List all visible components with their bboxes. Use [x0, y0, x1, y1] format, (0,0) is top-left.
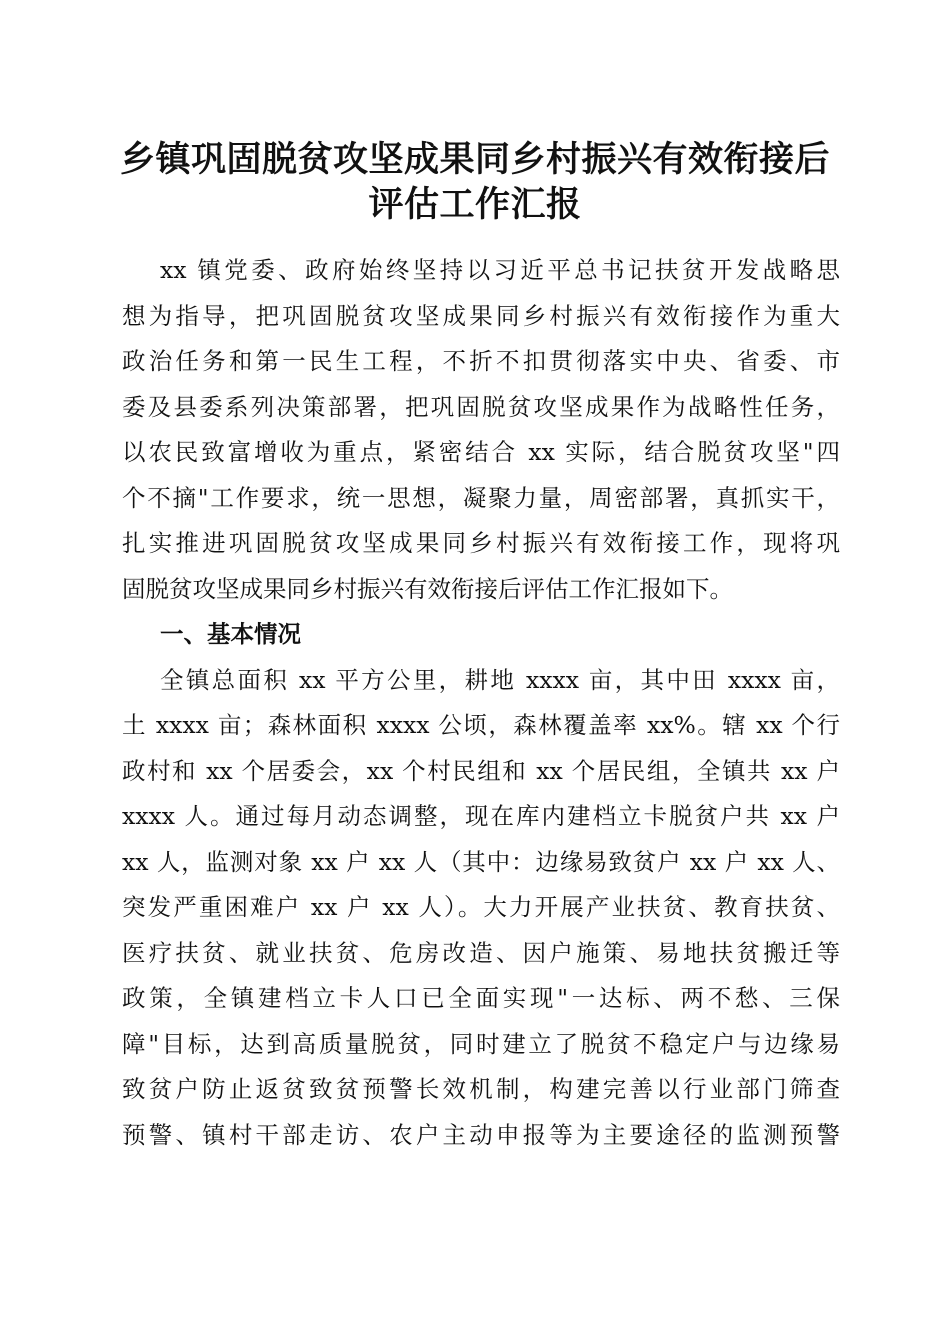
text-line: 想为指导，把巩固脱贫攻坚成果同乡村振兴有效衔接作为重大 — [122, 302, 840, 330]
text-line: 突发严重困难户 xx 户 xx 人）。大力开展产业扶贫、教育扶贫、 — [122, 893, 840, 921]
text-line: 全镇总面积 xx 平方公里，耕地 xxxx 亩，其中田 xxxx 亩， — [160, 666, 840, 694]
text-line: 政治任务和第一民生工程，不折不扣贯彻落实中央、省委、市 — [122, 347, 840, 375]
text-line: xx 人，监测对象 xx 户 xx 人（其中：边缘易致贫户 xx 户 xx 人、 — [122, 848, 840, 876]
document-title-line-2: 评估工作汇报 — [368, 184, 582, 225]
text-line: 以农民致富增收为重点，紧密结合 xx 实际，结合脱贫攻坚"四 — [122, 438, 840, 466]
text-line: 政村和 xx 个居委会，xx 个村民组和 xx 个居民组，全镇共 xx 户 — [122, 757, 840, 785]
text-line: 政策，全镇建档立卡人口已全面实现"一达标、两不愁、三保 — [122, 984, 840, 1012]
text-line: 障"目标，达到高质量脱贫，同时建立了脱贫不稳定户与边缘易 — [122, 1030, 840, 1058]
text-line: 委及县委系列决策部署，把巩固脱贫攻坚成果作为战略性任务， — [122, 393, 840, 421]
text-line: 个不摘"工作要求，统一思想，凝聚力量，周密部署，真抓实干， — [122, 484, 840, 512]
text-line: 扎实推进巩固脱贫攻坚成果同乡村振兴有效衔接工作，现将巩 — [122, 529, 840, 557]
text-line: xx 镇党委、政府始终坚持以习近平总书记扶贫开发战略思 — [160, 256, 840, 284]
text-line: 致贫户防止返贫致贫预警长效机制，构建完善以行业部门筛查 — [122, 1075, 840, 1103]
text-line: 固脱贫攻坚成果同乡村振兴有效衔接后评估工作汇报如下。 — [122, 575, 733, 603]
text-line: 土 xxxx 亩；森林面积 xxxx 公顷，森林覆盖率 xx%。辖 xx 个行 — [122, 711, 840, 739]
section-heading-basic-situation: 一、基本情况 — [160, 620, 301, 648]
text-line: 医疗扶贫、就业扶贫、危房改造、因户施策、易地扶贫搬迁等 — [122, 939, 840, 967]
text-line: xxxx 人。通过每月动态调整，现在库内建档立卡脱贫户共 xx 户 — [122, 802, 840, 830]
document-title-line-1: 乡镇巩固脱贫攻坚成果同乡村振兴有效衔接后 — [119, 139, 830, 180]
text-line: 预警、镇村干部走访、农户主动申报等为主要途径的监测预警 — [122, 1121, 840, 1149]
